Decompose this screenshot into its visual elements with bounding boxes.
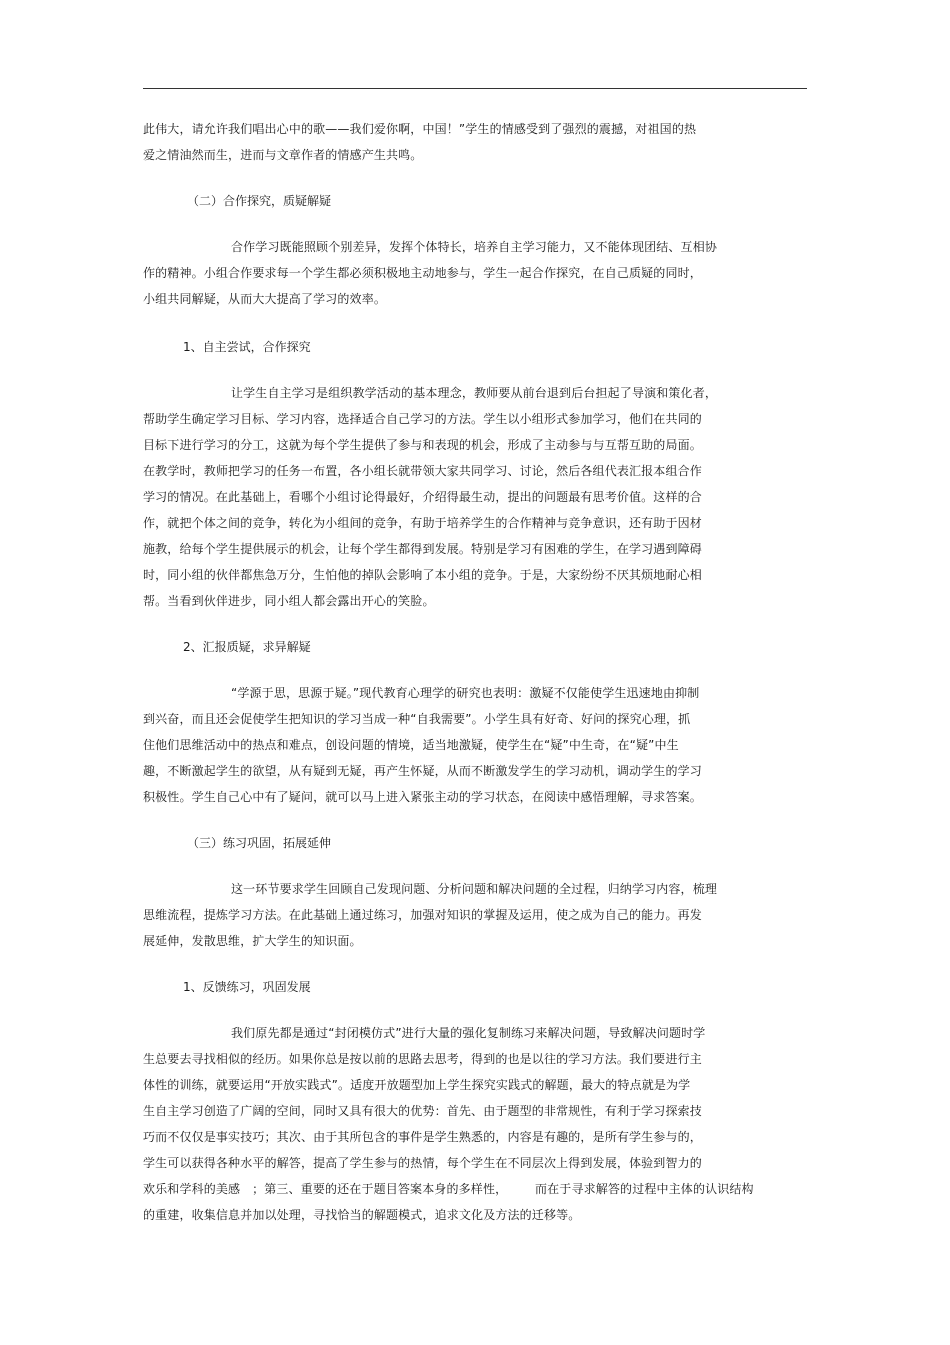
text-line: 爱之情油然而生，进而与文章作者的情感产生共鸣。 — [143, 148, 423, 162]
paragraph-self-learning — [143, 380, 793, 614]
paragraph-cooperative-learning — [143, 234, 793, 312]
paragraph-open-practice — [143, 1020, 793, 1228]
text-line: 学习的情况。在此基础上，看哪个小组讨论得最好，介绍得最生动，提出的问题最有思考价值。这样的合 — [143, 490, 702, 504]
subheading-feedback-practice: 1、反馈练习，巩固发展 — [183, 980, 311, 994]
header-rule — [143, 88, 807, 89]
document-body — [143, 116, 793, 1228]
text-line: 让学生自主学习是组织教学活动的基本理念，教师要从前台退到后台担起了导演和策化者， — [231, 386, 718, 400]
text-line: 施教，给每个学生提供展示的机会，让每个学生都得到发展。特别是学习有困难的学生，在学习遇到障碍 — [143, 542, 702, 556]
subheading-report-questioning: 2、汇报质疑，求异解疑 — [183, 640, 311, 654]
text-line: 此伟大，请允许我们唱出心中的歌——我们爱你啊，中国！”学生的情感受到了强烈的震撼，对祖国的热 — [143, 122, 697, 136]
text-line: 思维流程，提炼学习方法。在此基础上通过练习，加强对知识的掌握及运用，使之成为自己的能力。再发 — [143, 908, 702, 922]
text-line: 作，就把个体之间的竞争，转化为小组间的竞争，有助于培养学生的合作精神与竞争意识，还有助于因材 — [143, 516, 702, 530]
text-line: 帮。当看到伙伴进步，同小组人都会露出开心的笑脸。 — [143, 594, 435, 608]
text-line: 巧而不仅仅是事实技巧；其次、由于其所包含的事件是学生熟悉的，内容是有趣的，是所有学生参与的， — [143, 1130, 702, 1144]
subheading-self-attempt: 1、自主尝试，合作探究 — [183, 340, 311, 354]
text-line: “学源于思，思源于疑。”现代教育心理学的研究也表明：激疑不仅能使学生迅速地由抑制 — [231, 686, 700, 700]
text-line: 在教学时，教师把学习的任务一布置，各小组长就带领大家共同学习、讨论，然后各组代表汇报本组合作 — [143, 464, 702, 478]
text-line: 生总要去寻找相似的经历。如果你总是按以前的思路去思考，得到的也是以往的学习方法。我们要进行主 — [143, 1052, 702, 1066]
text-line: 作的精神。小组合作要求每一个学生都必须积极地主动地参与，学生一起合作探究，在自己质疑的同时， — [143, 266, 702, 280]
paragraph-review-process — [143, 876, 793, 954]
text-line: 学生可以获得各种水平的解答，提高了学生参与的热情，每个学生在不同层次上得到发展，体验到智力的 — [143, 1156, 702, 1170]
text-line: 合作学习既能照顾个别差异，发挥个体特长，培养自主学习能力，又不能体现团结、互相协 — [231, 240, 718, 254]
text-line: 体性的训练，就要运用“开放实践式”。适度开放题型加上学生探究实践式的解题，最大的特点就是为学 — [143, 1078, 691, 1092]
text-line: 到兴奋，而且还会促使学生把知识的学习当成一种“自我需要”。小学生具有好奇、好问的探究心理，抓 — [143, 712, 691, 726]
text-line: 目标下进行学习的分工，这就为每个学生提供了参与和表现的机会，形成了主动参与与互帮互助的局面。 — [143, 438, 702, 452]
text-line: 展延伸，发散思维，扩大学生的知识面。 — [143, 934, 362, 948]
text-line: 的重建，收集信息并加以处理，寻找恰当的解题模式，追求文化及方法的迁移等。 — [143, 1208, 581, 1222]
text-line: 我们原先都是通过“封闭模仿式”进行大量的强化复制练习来解决问题，导致解决问题时学 — [231, 1026, 706, 1040]
paragraph-questioning — [143, 680, 793, 810]
text-line: 时，同小组的伙伴都焦急万分，生怕他的掉队会影响了本小组的竞争。于是，大家纷纷不厌其烦地耐心相 — [143, 568, 702, 582]
text-line: 趣，不断激起学生的欲望，从有疑到无疑，再产生怀疑，从而不断激发学生的学习动机，调动学生的学习 — [143, 764, 702, 778]
text-line: 生自主学习创造了广阔的空间，同时又具有很大的优势：首先、由于题型的非常规性，有利于学习探索技 — [143, 1104, 702, 1118]
section-heading-practice-consolidation: （三）练习巩固，拓展延伸 — [187, 836, 332, 850]
text-line: 积极性。学生自己心中有了疑问，就可以马上进入紧张主动的学习状态，在阅读中感悟理解，寻求答案。 — [143, 790, 702, 804]
text-line: 帮助学生确定学习目标、学习内容，选择适合自己学习的方法。学生以小组形式参加学习，他们在共同的 — [143, 412, 702, 426]
paragraph-intro-continuation — [143, 116, 793, 168]
text-line: 这一环节要求学生回顾自己发现问题、分析问题和解决问题的全过程，归纳学习内容，梳理 — [231, 882, 718, 896]
text-line: 小组共同解疑，从而大大提高了学习的效率。 — [143, 292, 387, 306]
section-heading-cooperative-inquiry: （二）合作探究，质疑解疑 — [187, 194, 332, 208]
text-line: 欢乐和学科的美感 ；第三、重要的还在于题目答案本身的多样性， 而在于寻求解答的过程中主体的认识结构 — [143, 1182, 754, 1196]
text-line: 住他们思维活动中的热点和难点，创设问题的情境，适当地激疑，使学生在“疑”中生奇，在“疑”中生 — [143, 738, 679, 752]
